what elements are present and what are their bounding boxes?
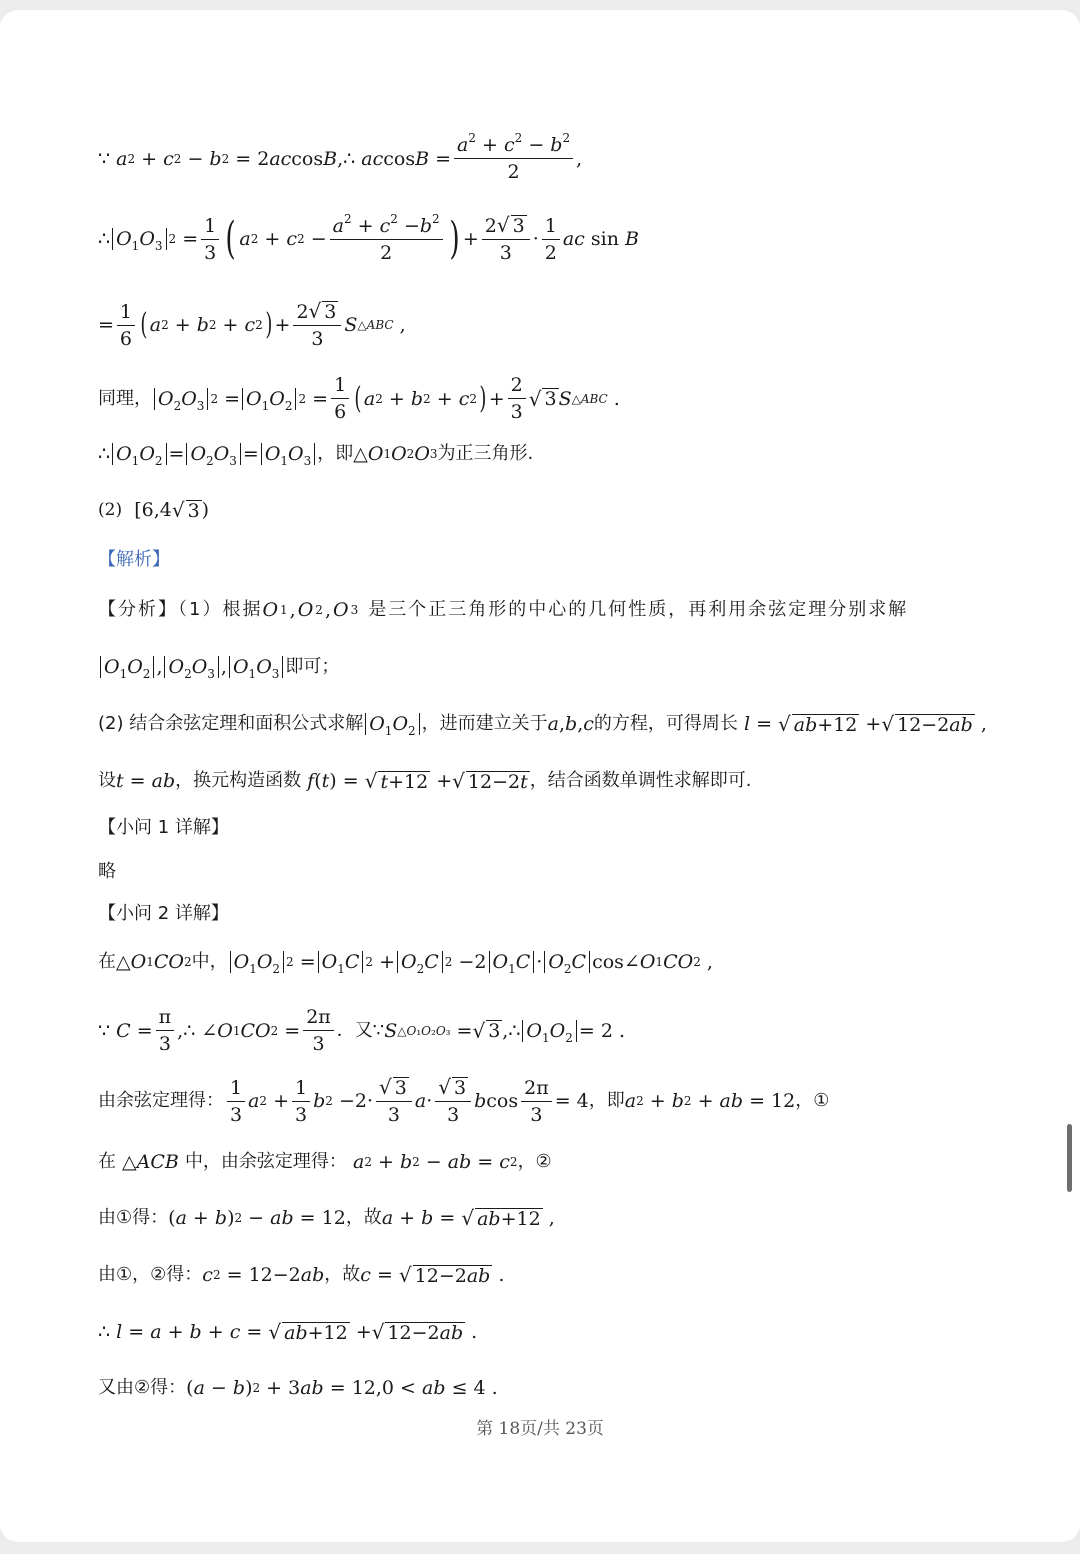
solution-line-4: 在 △ ACB 中，由余弦定理得： a 2 + b 2 − ab = c 2 ，② [98, 1151, 552, 1173]
answer-line-2: (2) [6,4 √ 3 ) [98, 498, 210, 522]
document-page [0, 10, 1080, 1542]
question-1-title: 【小问 1 详解】 [98, 817, 229, 838]
page-footer: 第 18页/共 23页 [476, 1419, 604, 1439]
solution-line-2: ∵ C = $\frac{\pi}{3}$ ,∴ ∠ O 1 CO 2 = $\frac{2\pi}{3}$ ．又∵ S △O₁O₂O₃ = √ 3 ,∴ $O_1O_2$ = 2 . [98, 1006, 625, 1055]
solution-line-3: 由余弦定理得： $\frac{1}{3}$ a 2 + $\frac{1}{3}$ b 2 −2· $\frac{√ 3}{3}$ a · $\frac{√ 3}{3}$ b cos $\frac{2\pi}{3}$ = 4 ，即 a 2 + b 2 + ab = 12 ，① [98, 1075, 830, 1126]
solution-line-8: 又由②得： ( a − b ) 2 + 3 ab = 12,0 < ab ≤ 4 . [98, 1377, 498, 1399]
equation-line-1: ∵ a 2 + c 2 − b 2 = 2 ac cos B ,∴ ac cos B = $\frac{a^2 + c^2 - b^2}{2}$ , [98, 131, 583, 183]
question-1-body: 略 [98, 861, 116, 882]
question-2-title: 【小问 2 详解】 [98, 903, 229, 924]
solution-line-5: 由①得： ( a + b ) 2 − ab = 12 ，故 a + b = √ ab+12 , [98, 1206, 555, 1230]
analysis-line-4: 设 t = ab ，换元构造函数 f ( t ) = √ t+12 + √ 12−2t ，结合函数单调性求解即可. [98, 769, 752, 793]
solution-line-7: ∴ l = a + b + c = √ ab+12 + √ 12−2ab . [98, 1320, 478, 1344]
analysis-line-2: $O_1O_2$ , $O_2O_3$ , $O_1O_3$ 即可； [98, 655, 339, 679]
analysis-line-1: 【分析】（1）根据 O 1 , O 2 , O 3 是三个正三角形的中心的几何性质，再利用余弦定理分别求解 [98, 599, 909, 621]
scrollbar-thumb[interactable] [1067, 1124, 1072, 1192]
solution-line-6: 由①，②得： c 2 = 12−2 ab ，故 c = √ 12−2ab . [98, 1263, 505, 1287]
analysis-tag: 【解析】 [98, 549, 170, 570]
equation-line-2: ∴ $O_1O_3$ 2 = $\frac{1}{3}$ ( a 2 + c 2 − $\frac{a^2 + c^2 -b^2}{2}$ ) + $\frac{2√ 3}{3}$ · $\frac{1}{2}$ ac sin B [98, 211, 639, 264]
solution-line-1: 在 △ O 1 CO 2 中， $O_1O_2$ 2 = $O_1C$ 2 + $O_2C$ 2 −2 $O_1C$ · $O_2C$ cos∠ O 1 CO 2 , [98, 951, 713, 976]
equation-line-5: ∴ $O_1O_2$ = $O_2O_3$ = $O_1O_3$ ，即 △ O 1 O 2 O 3 为正三角形. [98, 443, 534, 468]
equation-line-4: 同理， $O_2O_3$ 2 = $O_1O_2$ 2 = $\frac{1}{6}$ ( a 2 + b 2 + c 2 ) + $\frac{2}{3}$ √ 3 S △ABC . [98, 374, 620, 423]
equation-line-3: = $\frac{1}{6}$ ( a 2 + b 2 + c 2 ) + $\frac{2√ 3}{3}$ S △ABC , [98, 299, 406, 350]
analysis-line-3: (2) 结合余弦定理和面积公式求解 $O_1O_2$ ，进而建立关于 a , b , c 的方程，可得周长 l = √ ab+12 + √ 12−2ab , [98, 712, 987, 738]
